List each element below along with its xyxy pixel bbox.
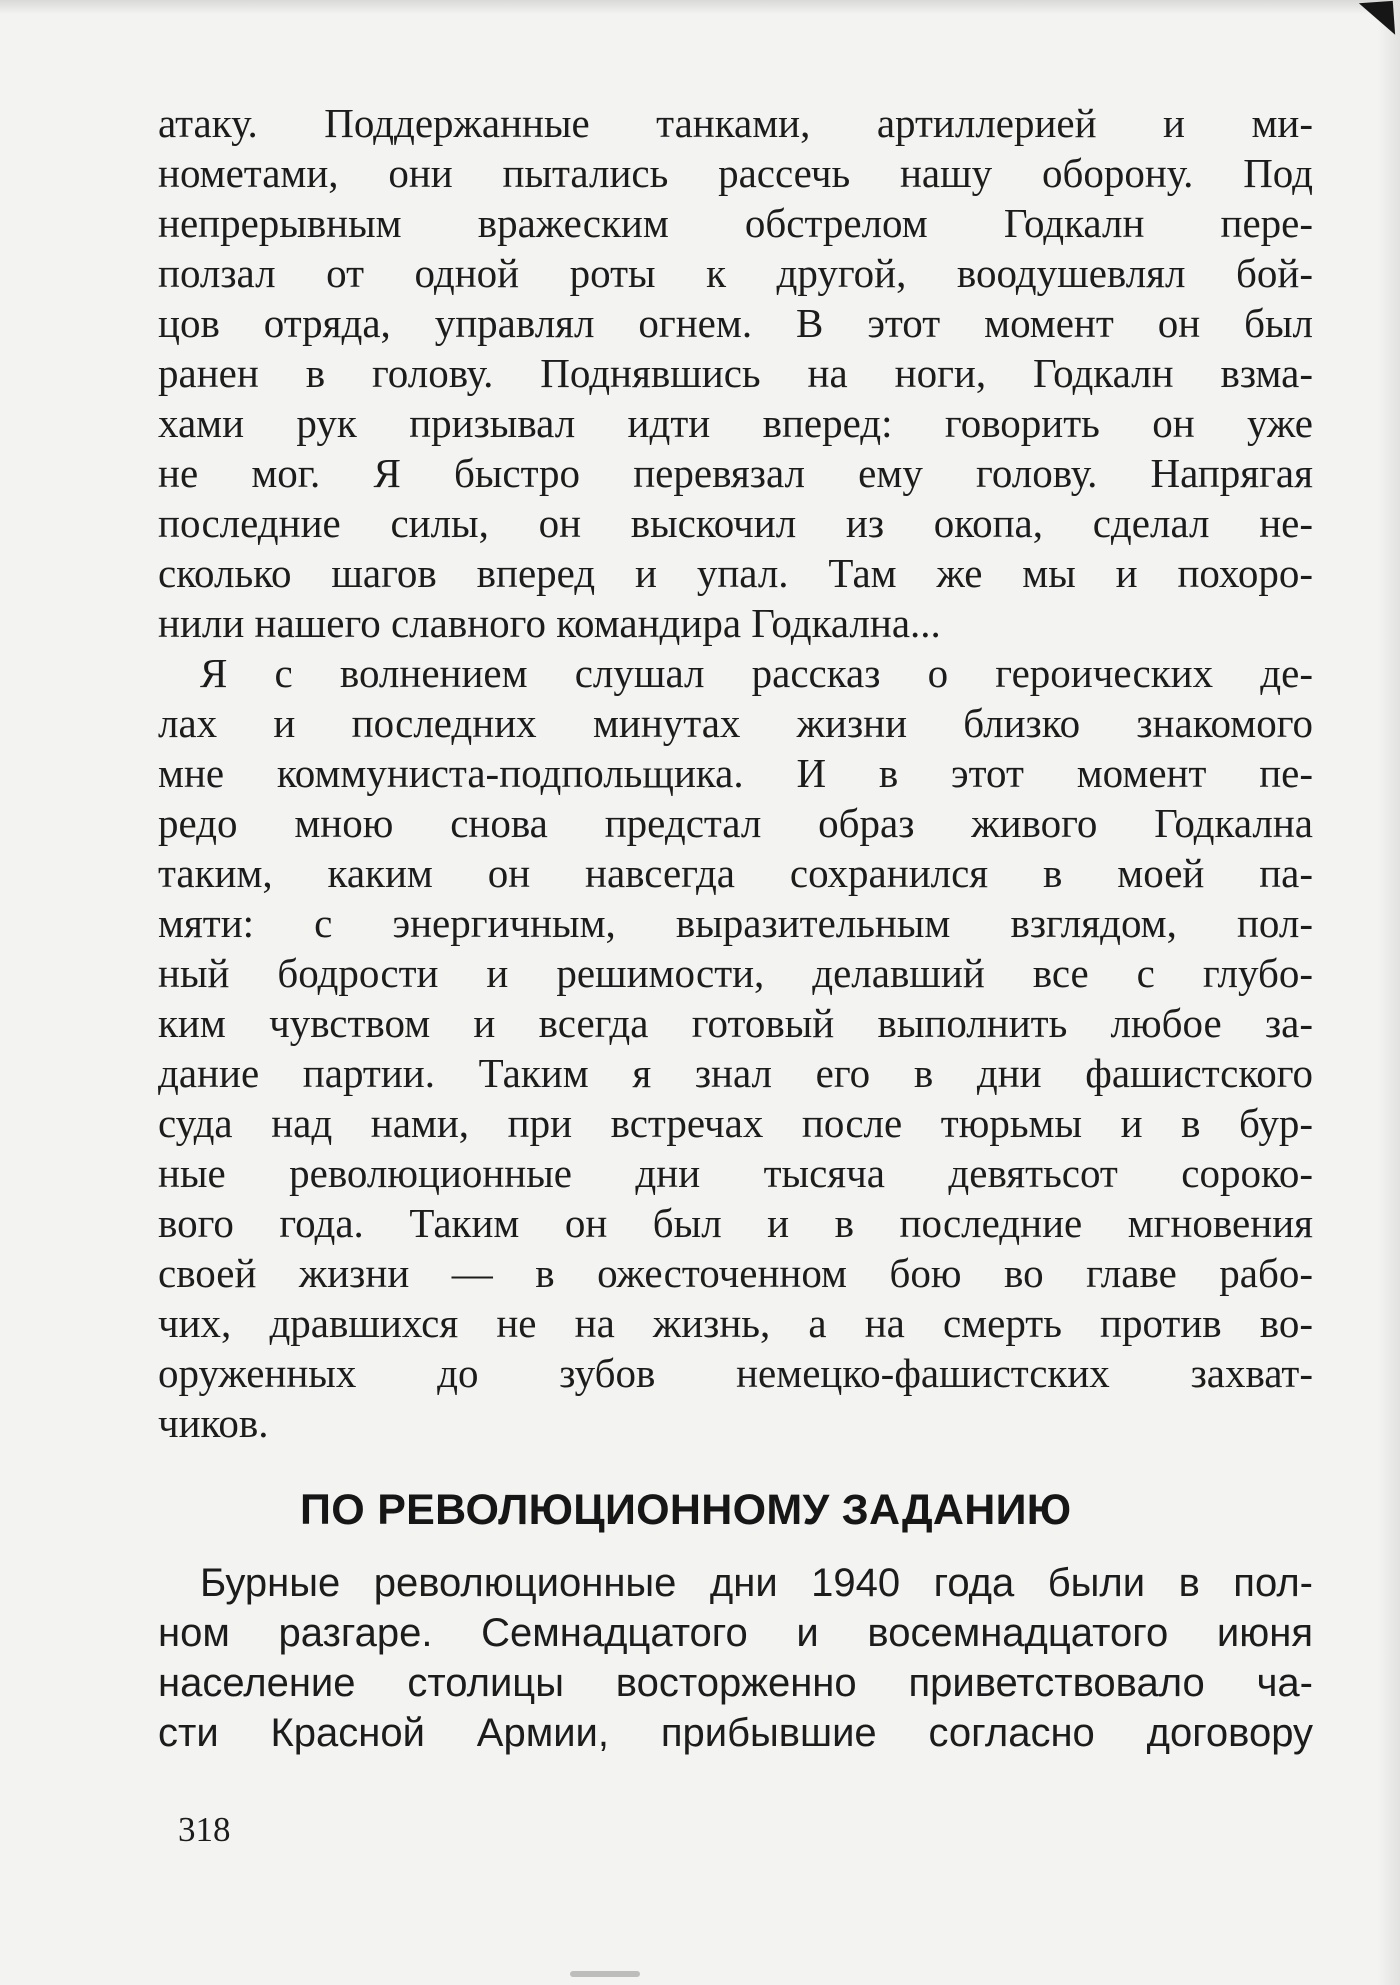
text-line: сколько шагов вперед и упал. Там же мы и похоро- bbox=[158, 550, 1313, 596]
text-line: хами рук призывал идти вперед: говорить он уже bbox=[158, 400, 1313, 446]
body-text-part-2 bbox=[158, 1558, 1313, 1758]
text-line: мяти: с энергичным, выразительным взглядом, пол- bbox=[158, 900, 1313, 946]
text-line: мне коммуниста-подпольщика. И в этот момент пе- bbox=[158, 750, 1313, 796]
text-line: цов отряда, управлял огнем. В этот момент он был bbox=[158, 300, 1313, 346]
text-line: сти Красной Армии, прибывшие согласно договору bbox=[158, 1711, 1313, 1755]
body-text-part-1 bbox=[158, 98, 1313, 1448]
page-edge-shadow-top bbox=[0, 0, 1400, 14]
text-line: атаку. Поддержанные танками, артиллерией и ми- bbox=[158, 100, 1313, 146]
text-line: ким чувством и всегда готовый выполнить любое за- bbox=[158, 1000, 1313, 1046]
text-line: чиков. bbox=[158, 1400, 269, 1446]
text-line: последние силы, он выскочил из окопа, сделал не- bbox=[158, 500, 1313, 546]
paragraph-first-line: Я с волнением слушал рассказ о героических де- bbox=[200, 650, 1313, 696]
text-line: нометами, они пытались рассечь нашу оборону. Под bbox=[158, 150, 1313, 196]
text-line: вого года. Таким он был и в последние мгновения bbox=[158, 1200, 1313, 1246]
text-line: лах и последних минутах жизни близко знакомого bbox=[158, 700, 1313, 746]
section-heading: ПО РЕВОЛЮЦИОННОМУ ЗАДАНИЮ bbox=[300, 1486, 1072, 1534]
text-line: суда над нами, при встречах после тюрьмы и в бур- bbox=[158, 1100, 1313, 1146]
text-line: своей жизни — в ожесточенном бою во главе рабо- bbox=[158, 1250, 1313, 1296]
text-line: ные революционные дни тысяча девятьсот сороко- bbox=[158, 1150, 1313, 1196]
text-line: ном разгаре. Семнадцатого и восемнадцатого июня bbox=[158, 1611, 1313, 1655]
text-line: таким, каким он навсегда сохранился в моей па- bbox=[158, 850, 1313, 896]
text-line: оруженных до зубов немецко-фашистских захват- bbox=[158, 1350, 1313, 1396]
page-edge-shadow-right bbox=[1378, 0, 1400, 1985]
scan-artifact-mark bbox=[570, 1971, 640, 1977]
paragraph-first-line: Бурные революционные дни 1940 года были в пол- bbox=[200, 1561, 1313, 1605]
text-line: население столицы восторженно приветствовало ча- bbox=[158, 1661, 1313, 1705]
text-line: непрерывным вражеским обстрелом Годкалн пере- bbox=[158, 200, 1313, 246]
text-line: ранен в голову. Поднявшись на ноги, Годкалн взма- bbox=[158, 350, 1313, 396]
page-number: 318 bbox=[178, 1810, 231, 1849]
text-line: ползал от одной роты к другой, воодушевлял бой- bbox=[158, 250, 1313, 296]
text-line: ный бодрости и решимости, делавший все с глубо- bbox=[158, 950, 1313, 996]
text-line: чих, дравшихся не на жизнь, а на смерть против во- bbox=[158, 1300, 1313, 1346]
corner-fold-mark bbox=[1359, 1, 1395, 37]
text-line: редо мною снова предстал образ живого Годкална bbox=[158, 800, 1313, 846]
text-line: нили нашего славного командира Годкална... bbox=[158, 600, 941, 646]
text-line: не мог. Я быстро перевязал ему голову. Напрягая bbox=[158, 450, 1313, 496]
text-line: дание партии. Таким я знал его в дни фашистского bbox=[158, 1050, 1313, 1096]
